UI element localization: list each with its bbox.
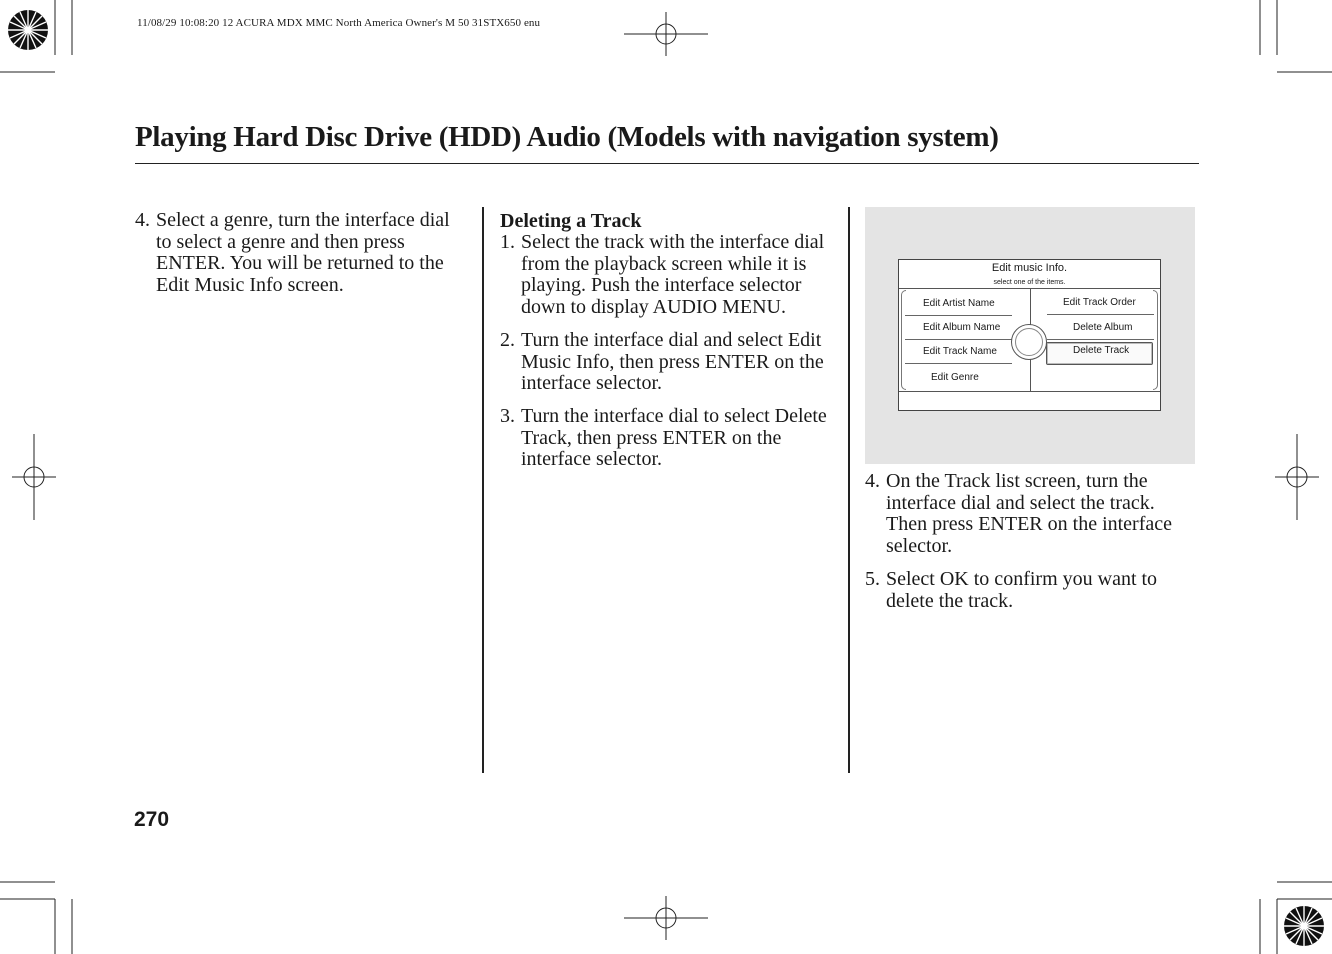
step-number: 4. — [865, 470, 880, 492]
page-number: 270 — [134, 808, 170, 831]
menu-delete-track-selected[interactable]: Delete Track — [1046, 342, 1153, 365]
screen-subtitle: select one of the items. — [993, 279, 1066, 286]
crosshair-top-center — [624, 12, 708, 56]
step-text: Select OK to confirm you want to delete the track. — [886, 567, 1158, 612]
step-text: On the Track list screen, turn the interface dial and select the track. Then press ENTER on the interface selector. — [886, 470, 1173, 558]
interface-dial-icon — [1011, 324, 1047, 360]
column-divider-left — [482, 207, 484, 773]
step-3 — [500, 406, 830, 471]
crosshair-bottom-center — [624, 896, 708, 940]
step-5-confirm — [865, 569, 1195, 612]
step-number: 5. — [865, 567, 880, 590]
step-1 — [500, 232, 830, 319]
section-heading: Deleting a Track — [500, 210, 642, 232]
starburst-top-left — [8, 10, 48, 50]
title-rule — [135, 163, 1199, 164]
menu-edit-album-name[interactable]: Edit Album Name — [905, 322, 1012, 340]
step-text: Select a genre, turn the interface dial to select a genre and then press ENTER. You will be returned to the Edit Music Info screen. — [156, 209, 450, 297]
crosshair-right — [1275, 434, 1319, 520]
right-column — [865, 471, 1195, 623]
step-4-track-list — [865, 471, 1195, 558]
left-column — [135, 210, 455, 308]
step-text: Turn the interface dial to select Delete Track, then press ENTER on the interface selector. — [521, 404, 827, 471]
dial-inner-ring — [1015, 328, 1043, 356]
menu-edit-genre[interactable]: Edit Genre — [931, 372, 979, 383]
menu-edit-track-order[interactable]: Edit Track Order — [1047, 297, 1154, 315]
menu-edit-track-name[interactable]: Edit Track Name — [905, 346, 1012, 364]
step-2 — [500, 330, 830, 395]
step-text: Select the track with the interface dial from the playback screen while it is playing. Push the interface selector down to display AUDIO MENU. — [521, 231, 825, 319]
edit-music-info-screen — [898, 259, 1161, 411]
screen-figure — [865, 207, 1195, 464]
screen-title: Edit music Info. — [991, 262, 1068, 274]
middle-column — [500, 210, 830, 482]
starburst-bottom-right — [1284, 906, 1324, 946]
step-number: 2. — [500, 328, 515, 351]
print-header: 11/08/29 10:08:20 12 ACURA MDX MMC North America Owner's M 50 31STX650 enu — [137, 17, 541, 29]
page-title: Playing Hard Disc Drive (HDD) Audio (Models with navigation system) — [135, 121, 999, 153]
step-4-select-genre — [135, 210, 455, 297]
step-number: 4. — [135, 209, 150, 231]
step-number: 1. — [500, 231, 515, 253]
step-text: Turn the interface dial and select Edit Music Info, then press ENTER on the interface selector. — [521, 328, 824, 395]
screen-divider-bottom — [899, 391, 1160, 392]
step-number: 3. — [500, 404, 515, 427]
menu-edit-artist-name[interactable]: Edit Artist Name — [905, 298, 1012, 316]
menu-delete-album[interactable]: Delete Album — [1047, 322, 1154, 340]
column-divider-right — [848, 207, 850, 773]
crosshair-left — [12, 434, 56, 520]
